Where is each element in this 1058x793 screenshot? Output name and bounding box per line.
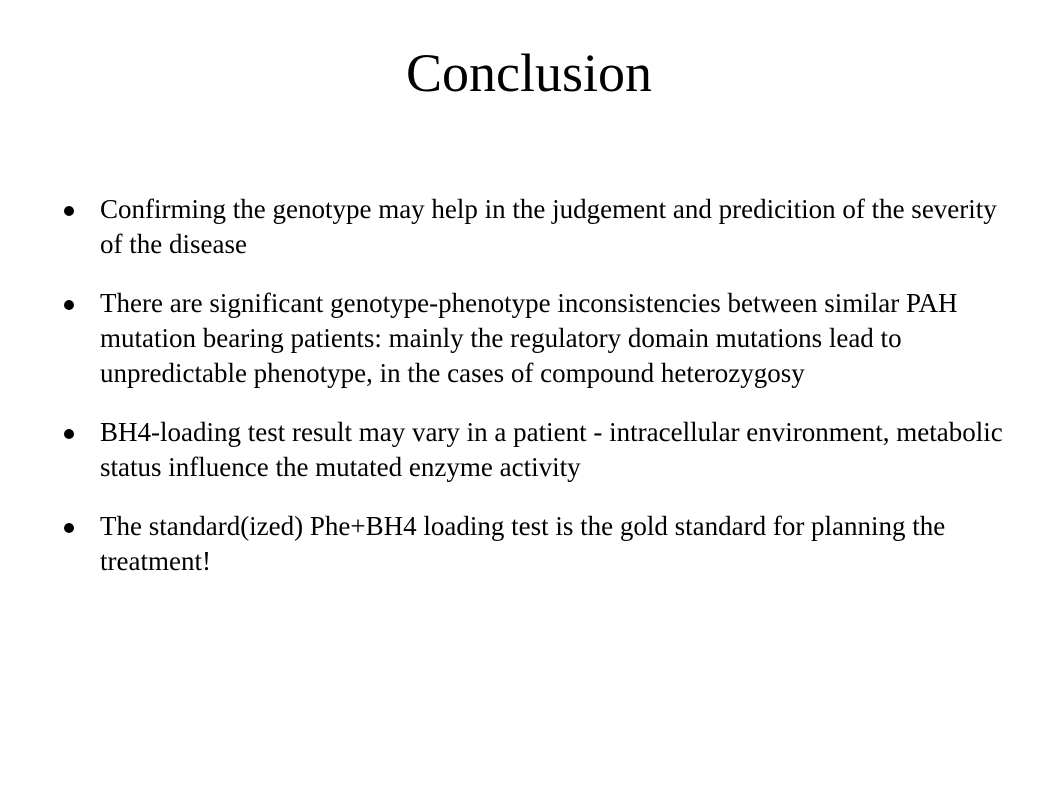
bullet-text: Confirming the genotype may help in the judgement and predicition of the severity of the disease bbox=[100, 194, 997, 259]
bullet-dot-icon bbox=[64, 206, 74, 216]
bullet-text: BH4-loading test result may vary in a patient - intracellular environment, metabolic status influence the mutated enzyme activity bbox=[100, 417, 1003, 482]
bullet-dot-icon bbox=[64, 429, 74, 439]
bullet-dot-icon bbox=[64, 300, 74, 310]
slide-title: Conclusion bbox=[405, 43, 652, 103]
bullet-list bbox=[60, 192, 1020, 603]
bullet-text: The standard(ized) Phe+BH4 loading test is the gold standard for planning the treatment! bbox=[100, 511, 946, 576]
bullet-dot-icon bbox=[64, 523, 74, 533]
bullet-item-bh4-variation bbox=[60, 415, 1020, 485]
bullet-item-genotype bbox=[60, 192, 1020, 262]
bullet-item-inconsistencies bbox=[60, 286, 1020, 391]
bullet-item-gold-standard bbox=[60, 509, 1020, 579]
bullet-text: There are significant genotype-phenotype inconsistencies between similar PAH mutation bearing patients: mainly the regulatory domain mutations lead to unpredictable phenotype, in the cases of compound heterozygosy bbox=[100, 288, 958, 388]
